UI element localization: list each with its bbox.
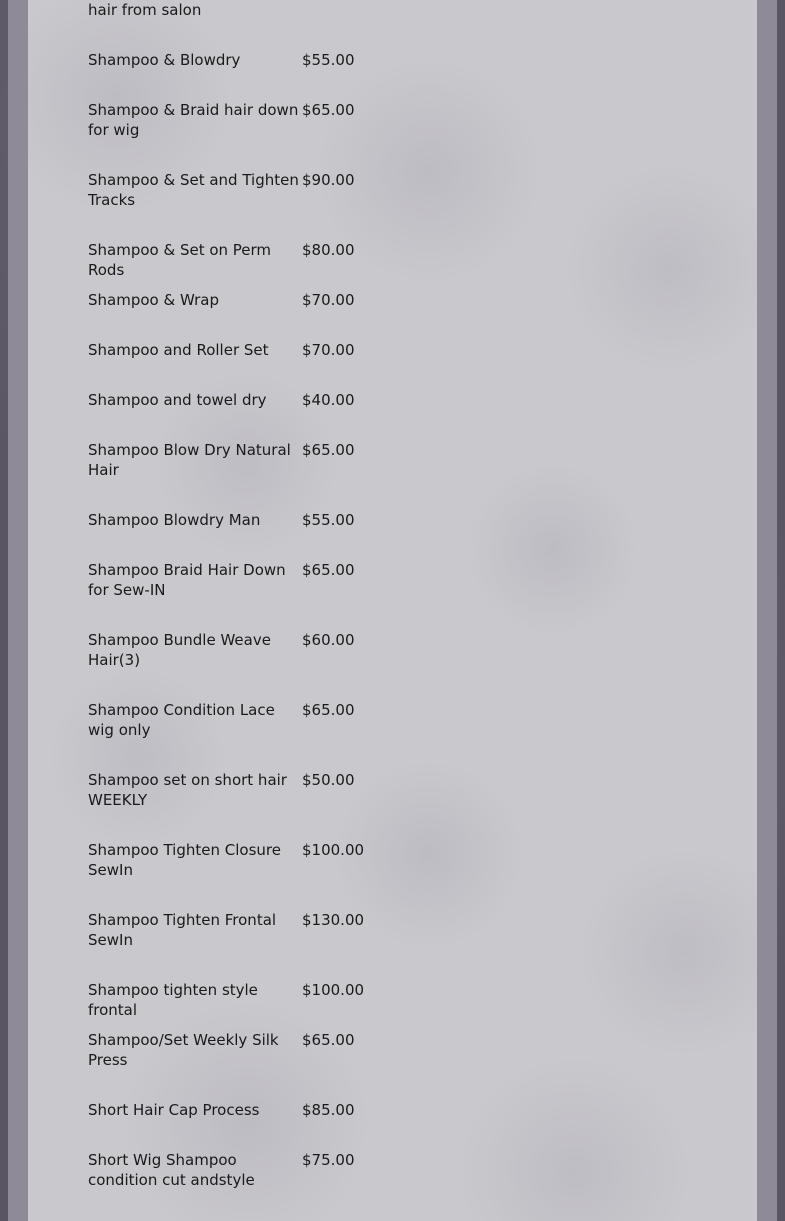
- service-price: $65.00: [302, 1031, 355, 1049]
- service-name: Shampoo set on short hair WEEKLY: [88, 771, 287, 809]
- price-row: [88, 50, 388, 100]
- service-price: $100.00: [302, 841, 365, 859]
- price-row: [88, 170, 388, 240]
- price-row: [88, 910, 388, 980]
- service-price: $100.00: [302, 981, 365, 999]
- service-name: Shampoo tighten style frontal: [88, 981, 258, 1019]
- price-row: [88, 700, 388, 770]
- service-price: $85.00: [302, 1101, 355, 1119]
- price-row: [88, 240, 388, 290]
- price-row: [88, 340, 388, 390]
- price-row: [88, 510, 388, 560]
- service-price: $60.00: [302, 631, 355, 649]
- service-name: Shampoo/Set Weekly Silk Press: [88, 1031, 279, 1069]
- service-name: Shampoo Blowdry Man: [88, 511, 261, 529]
- service-name: Shampoo Tighten Closure SewIn: [88, 841, 281, 879]
- service-price: $70.00: [302, 291, 355, 309]
- service-price: $65.00: [302, 701, 355, 719]
- service-price: $65.00: [302, 101, 355, 119]
- service-price: $70.00: [302, 341, 355, 359]
- service-name: Shampoo Tighten Frontal SewIn: [88, 911, 277, 949]
- service-name: Shampoo & Blowdry: [88, 51, 241, 69]
- service-name: Shampoo and Roller Set: [88, 341, 269, 359]
- price-list: [88, 0, 388, 1220]
- price-row: [88, 840, 388, 910]
- service-price: $40.00: [302, 391, 355, 409]
- price-row: [88, 630, 388, 700]
- service-price: $90.00: [302, 171, 355, 189]
- price-row: [88, 980, 388, 1030]
- content-panel: [28, 0, 757, 1221]
- service-name: Shampoo Condition Lace wig only: [88, 701, 275, 739]
- service-name: Shampoo Bundle Weave Hair(3): [88, 631, 271, 669]
- service-name: hair from salon: [88, 1, 202, 19]
- price-row: [88, 770, 388, 840]
- service-name: Shampoo Blow Dry Natural Hair: [88, 441, 291, 479]
- price-row: [88, 390, 388, 440]
- service-name: Short Hair Cap Process: [88, 1101, 260, 1119]
- price-row: [88, 440, 388, 510]
- service-price: $50.00: [302, 771, 355, 789]
- price-row: [88, 1150, 388, 1220]
- service-price: $75.00: [302, 1151, 355, 1169]
- service-name: Short Wig Shampoo condition cut andstyle: [88, 1151, 255, 1189]
- service-name: Shampoo Braid Hair Down for Sew-IN: [88, 561, 286, 599]
- price-row: [88, 290, 388, 340]
- price-row: [88, 1030, 388, 1100]
- service-price: $80.00: [302, 241, 355, 259]
- price-row: [88, 0, 388, 50]
- price-row: [88, 560, 388, 630]
- price-row: [88, 100, 388, 170]
- price-row: [88, 1100, 388, 1150]
- service-name: Shampoo & Braid hair down for wig: [88, 101, 299, 139]
- service-price: $65.00: [302, 441, 355, 459]
- service-name: Shampoo & Set and Tighten Tracks: [88, 171, 299, 209]
- service-price: $130.00: [302, 911, 365, 929]
- service-name: Shampoo & Set on Perm Rods: [88, 241, 272, 279]
- service-price: $65.00: [302, 561, 355, 579]
- service-name: Shampoo & Wrap: [88, 291, 219, 309]
- service-price: $55.00: [302, 51, 355, 69]
- service-name: Shampoo and towel dry: [88, 391, 267, 409]
- service-price: $55.00: [302, 511, 355, 529]
